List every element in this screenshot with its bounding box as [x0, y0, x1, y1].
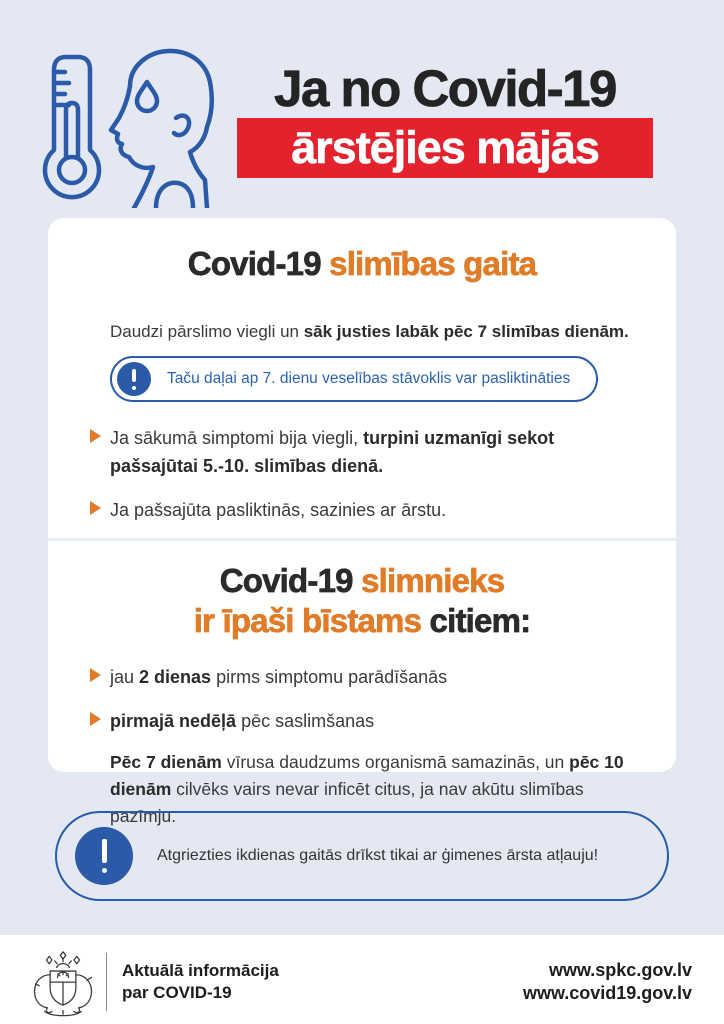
bullet-text: Ja pašsajūta pasliktinās, sazinies ar ārstu. — [110, 500, 447, 520]
list-item — [110, 707, 656, 735]
poster-title — [237, 60, 653, 178]
section2-content — [48, 663, 676, 830]
outro-bold2: pēc 10 dienām — [110, 752, 624, 799]
intro-regular: Daudzi pārslimo viegli un — [110, 322, 304, 341]
exclamation-dot — [102, 868, 107, 873]
bullet-bold: pirmajā nedēļā — [110, 711, 237, 731]
alert-pill — [110, 356, 598, 402]
banner-text: Atgriezties ikdienas gaitās drīkst tikai ar ģimenes ārsta atļauju! — [157, 847, 599, 864]
footer — [0, 935, 724, 1024]
exclamation-bar — [132, 369, 136, 382]
bullet-arrow-icon — [90, 668, 101, 682]
title-line-1: Ja no Covid-19 — [274, 60, 616, 117]
list-item — [110, 496, 656, 524]
section2-heading-l1-orange: slimnieks — [361, 562, 505, 599]
bullet-text — [110, 424, 554, 480]
bullet-bold: 2 dienas — [139, 667, 212, 687]
footer-url-covid19: www.covid19.gov.lv — [522, 983, 692, 1003]
section1-content — [48, 322, 676, 524]
bullet-text — [110, 707, 374, 735]
intro-bold: sāk justies labāk pēc 7 slimības dienām. — [303, 322, 629, 341]
exclamation-dot — [132, 386, 136, 390]
outro-bold1: Pēc 7 dienām — [110, 752, 222, 772]
bullet-arrow-icon — [90, 429, 101, 443]
info-card — [48, 218, 676, 826]
list-item — [110, 663, 656, 691]
footer-url-spkc: www.spkc.gov.lv — [548, 960, 692, 980]
section2-heading-l1-black: Covid-19 — [219, 562, 362, 599]
section2-heading-l2-black: citiem: — [429, 602, 531, 639]
bullet-text — [110, 663, 447, 691]
bullet-post: pēc saslimšanas — [236, 711, 375, 731]
section1-heading-orange: slimības gaita — [329, 245, 537, 282]
bullet-pre: jau — [110, 667, 140, 687]
section2-heading-l2-orange: ir īpaši bīstams — [193, 602, 430, 639]
footer-urls — [523, 959, 692, 1005]
section1-intro — [110, 322, 656, 342]
bullet1-regular: Ja sākumā simptomi bija viegli, — [110, 428, 364, 448]
footer-label-line2: par COVID-19 — [122, 983, 232, 1002]
outro-end: cilvēks vairs nevar inficēt citus, ja nav akūtu slimības pazīmju. — [110, 779, 584, 826]
bullet-post: pirms simptomu parādīšanās — [211, 667, 448, 687]
exclamation-icon — [117, 362, 151, 396]
latvia-coat-of-arms-icon — [26, 949, 100, 1017]
alert-text: Taču daļai ap 7. dienu veselības stāvoklis var pasliktināties — [167, 370, 571, 387]
title-line-2-red-banner: ārstējies mājās — [237, 118, 653, 178]
footer-label — [122, 960, 279, 1004]
section1-heading-black: Covid-19 — [187, 245, 330, 282]
bullet1-bold-line1: turpini uzmanīgi sekot — [363, 428, 555, 448]
doctor-permission-banner — [55, 811, 669, 901]
section1-heading — [48, 218, 676, 284]
exclamation-bar — [102, 839, 107, 863]
bullet-arrow-icon — [90, 712, 101, 726]
list-item — [110, 424, 656, 480]
exclamation-icon — [75, 827, 133, 885]
footer-divider — [106, 953, 107, 1011]
section2-heading — [48, 541, 676, 641]
footer-label-line1: Aktuālā informācija — [122, 961, 279, 980]
outro-mid: vīrusa daudzums organismā samazinās, un — [221, 752, 570, 772]
bullet-arrow-icon — [90, 501, 101, 515]
bullet1-bold-line2: pašsajūtai 5.-10. slimības dienā. — [110, 456, 384, 476]
thermometer-sick-person-icon — [26, 36, 230, 208]
